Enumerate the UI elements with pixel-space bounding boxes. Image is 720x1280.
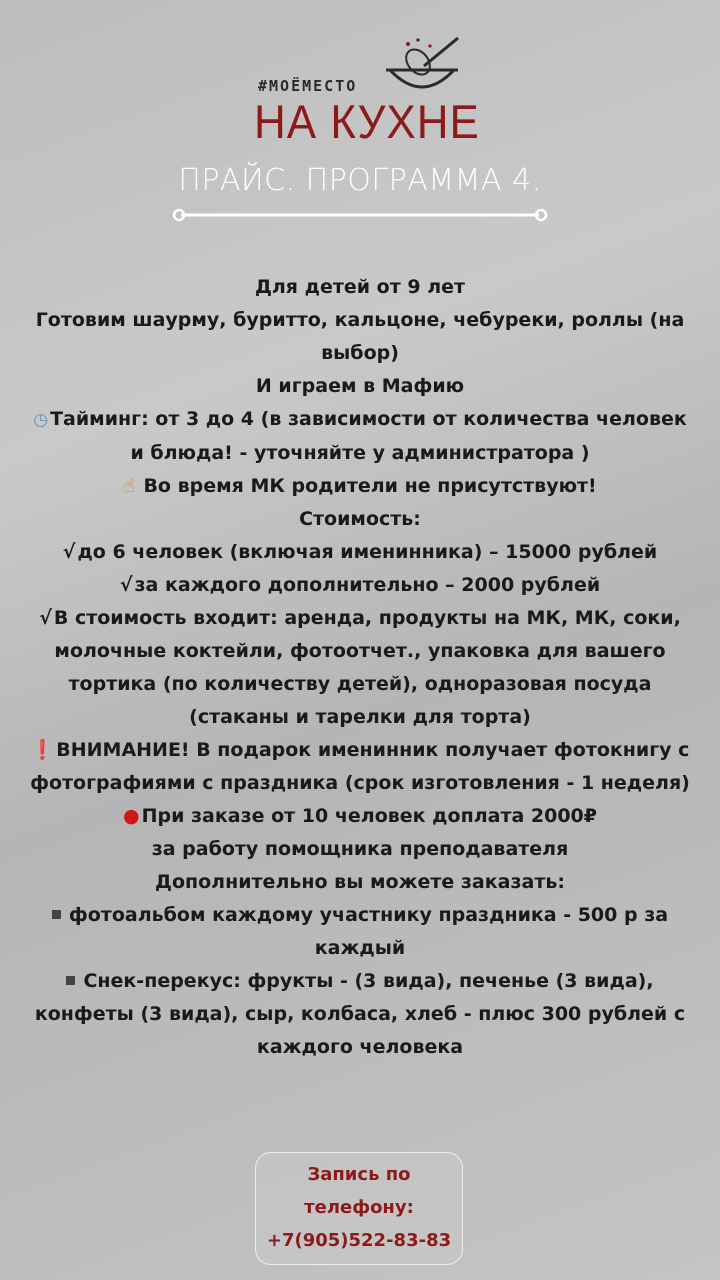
text-line: ● При заказе от 10 человек доплата 2000₽ [14, 800, 706, 833]
text-line: √ до 6 человек (включая именинника) – 15000 рублей [14, 536, 706, 569]
checkmark-icon: √ [62, 541, 76, 563]
page-title: ПРАЙС. ПРОГРАММА 4. [178, 163, 542, 198]
title-divider [172, 206, 548, 224]
exclamation-icon: ❗ [30, 739, 55, 761]
text-line: Снек-перекус: фрукты - (3 вида), печенье (3 вида), [14, 965, 706, 998]
logo-tag: #МОЁМЕСТО [258, 77, 358, 95]
text-line: и блюда! - уточняйте у администратора ) [130, 442, 590, 464]
pushpin-icon: ● [122, 805, 140, 827]
pointing-hand-icon: ☝ [123, 475, 135, 497]
text-line: (стаканы и тарелки для торта) [189, 706, 531, 728]
contact-label-line1: Запись по [307, 1164, 411, 1185]
text-line: каждый [314, 937, 406, 959]
text-line: конфеты (3 вида), сыр, колбаса, хлеб - плюс 300 рублей с [34, 1003, 686, 1025]
checkmark-icon: √ [119, 574, 133, 596]
logo [0, 30, 720, 160]
square-bullet-icon [52, 910, 61, 919]
logo-main: НА КУХНЕ [254, 96, 480, 149]
text-line: ❗ ВНИМАНИЕ! В подарок именинник получает фотокнигу с [14, 734, 706, 767]
text-line: Для детей от 9 лет [254, 276, 466, 298]
text-line: ☝ Во время МК родители не присутствуют! [14, 470, 706, 503]
text-line: молочные коктейли, фотоотчет., упаковка для вашего [54, 640, 666, 662]
text-line: тортика (по количеству детей), одноразовая посуда [68, 673, 652, 695]
text-line: каждого человека [256, 1036, 464, 1058]
price-details [14, 271, 706, 1064]
text-line: выбор) [321, 342, 399, 364]
text-line: Готовим шаурму, буритто, кальцоне, чебуреки, роллы (на [35, 309, 685, 331]
text-line: √ за каждого дополнительно – 2000 рублей [14, 569, 706, 602]
text-line: Дополнительно вы можете заказать: [155, 871, 565, 893]
text-line: фотоальбом каждому участнику праздника - 500 р за [14, 899, 706, 932]
text-line: фотографиями с праздника (срок изготовления - 1 неделя) [30, 772, 690, 794]
contact-phone[interactable]: +7(905)522-83-83 [266, 1230, 452, 1251]
checkmark-icon: √ [39, 607, 52, 629]
contact-box[interactable] [255, 1152, 463, 1265]
square-bullet-icon [66, 976, 75, 985]
text-line: за работу помощника преподавателя [151, 838, 569, 860]
text-line: √ В стоимость входит: аренда, продукты на МК, МК, соки, [14, 602, 706, 635]
contact-label-line2: телефону: [304, 1197, 414, 1218]
text-line: И играем в Мафию [255, 375, 465, 397]
text-line: Стоимость: [299, 508, 421, 530]
text-line: ◷ Тайминг: от 3 до 4 (в зависимости от количества человек [14, 403, 706, 437]
clock-icon: ◷ [33, 410, 49, 430]
bowl-whisk-icon [378, 32, 466, 96]
